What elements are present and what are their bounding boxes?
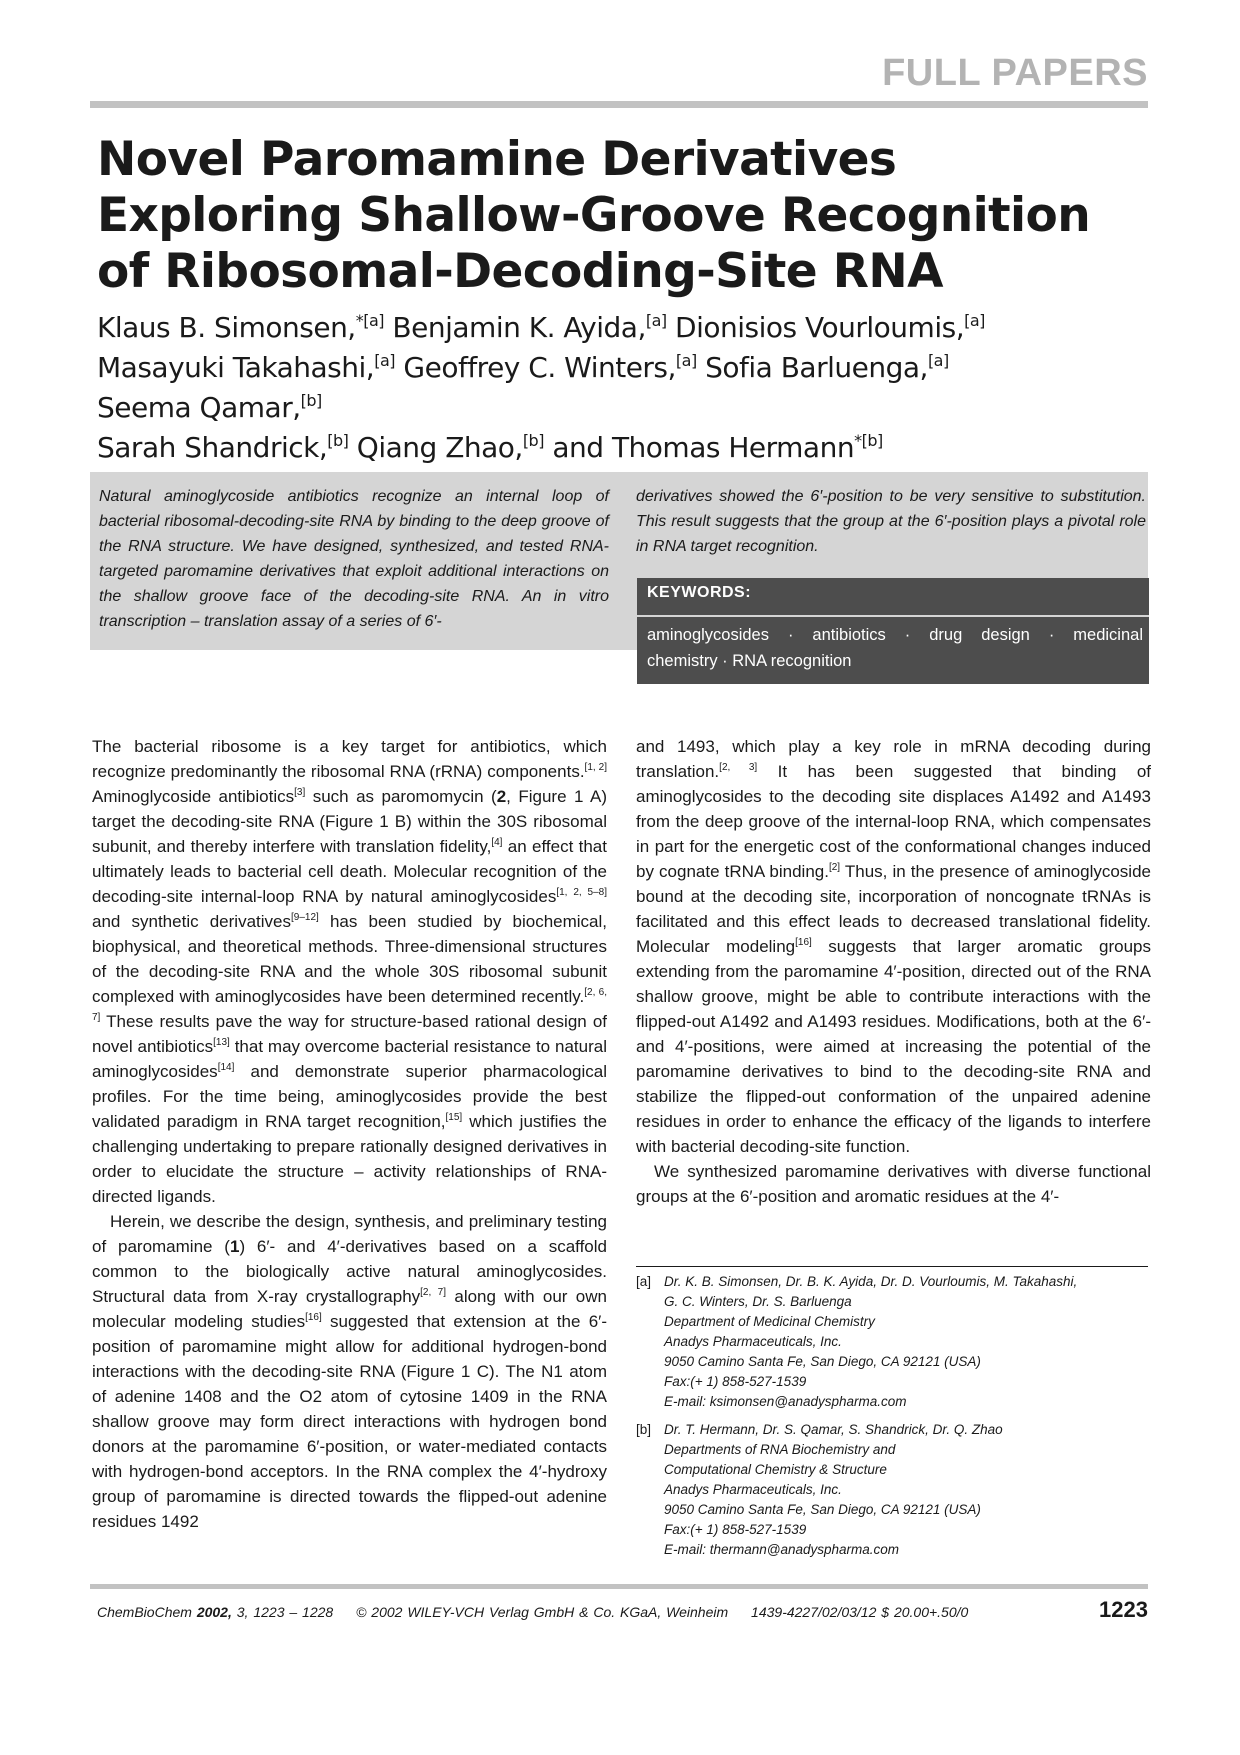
- affiliation-rule: [636, 1266, 1148, 1267]
- keywords-box: [637, 578, 1149, 684]
- keywords-line: aminoglycosides · antibiotics · drug design · medicinal: [647, 626, 1143, 644]
- affiliation-line: Anadys Pharmaceuticals, Inc.: [664, 1482, 842, 1497]
- affiliation-line: Dr. T. Hermann, Dr. S. Qamar, S. Shandrick, Dr. Q. Zhao: [664, 1422, 1003, 1437]
- affiliation-line: Department of Medicinal Chemistry: [664, 1314, 875, 1329]
- footer-citation: [97, 1604, 968, 1620]
- affiliation-email[interactable]: E-mail: ksimonsen@anadyspharma.com: [664, 1394, 907, 1409]
- affiliation-line: Computational Chemistry & Structure: [664, 1462, 887, 1477]
- author: Klaus B. Simonsen,$^{*[a]}$: [97, 311, 385, 344]
- affiliation-line: 9050 Camino Santa Fe, San Diego, CA 92121 (USA): [664, 1354, 981, 1369]
- section-label: FULL PAPERS: [882, 52, 1148, 94]
- author: Benjamin K. Ayida,[a]: [392, 311, 667, 344]
- footer-copyright: © 2002 WILEY-VCH Verlag GmbH & Co. KGaA, Weinheim: [356, 1604, 729, 1620]
- author: Masayuki Takahashi,[a]: [97, 351, 395, 384]
- keywords-divider: [637, 615, 1149, 617]
- affiliation-line: Fax:(+ 1) 858-527-1539: [664, 1374, 807, 1389]
- body-column-right: [636, 734, 1151, 1209]
- affiliation-tag: [a]: [636, 1274, 652, 1289]
- footer-issn: 1439-4227/02/03/12 $ 20.00+.50/0: [751, 1604, 969, 1620]
- body-paragraph: Herein, we describe the design, synthesis, and preliminary testing of paromamine (1) 6′- and 4′-derivatives based on a scaffold common to the biologically active natural aminoglycosides. Structural data from X-ray crystallography[2, 7] along with our own molecular modeling studies[16] suggested that extension at the 6′-position of paromamine might allow for additional hydrogen-bond interactions with the decoding-site RNA (Figure 1 C). The N1 atom of adenine 1408 and the O2 atom of cytosine 1409 in the RNA shallow groove may form direct interactions with hydrogen bond donors at the paromamine 6′-position, or water-mediated contacts with hydrogen-bond acceptors. In the RNA complex the 4′-hydroxy group of paromamine is directed towards the flipped-out adenine residues 1492: [92, 1212, 607, 1531]
- keywords-line: chemistry · RNA recognition: [647, 652, 852, 670]
- footer-journal: ChemBioChem: [97, 1604, 192, 1620]
- author: Sarah Shandrick,[b]: [97, 431, 349, 464]
- body-paragraph: and 1493, which play a key role in mRNA decoding during translation.[2, 3] It has been suggested that binding of aminoglycosides to the decoding site displaces A1492 and A1493 from the deep groove of the internal-loop RNA, which compensates in part for the energetic cost of the conformational changes induced by cognate tRNA binding.[2] Thus, in the presence of aminoglycoside bound at the decoding site, incorporation of noncognate tRNAs is facilitated and this effect leads to decreased translational fidelity. Molecular modeling[16] suggests that larger aromatic groups extending from the paromamine 4′-position, directed out of the RNA shallow groove, might be able to contribute interactions with the flipped-out A1492 and A1493 residues. Modifications, both at the 6′- and 4′-positions, were aimed at increasing the potential of the paromamine derivatives to bind to the decoding-site RNA and stabilize the flipped-out conformation of the unpaired adenine residues in order to enhance the efficacy of the ligands to interfere with bacterial decoding-site function.: [636, 737, 1151, 1156]
- affiliation-b: [636, 1420, 1148, 1560]
- bottom-rule: [90, 1584, 1148, 1589]
- affiliation-a: [636, 1272, 1148, 1412]
- body-paragraph: The bacterial ribosome is a key target for antibiotics, which recognize predominantly the ribosomal RNA (rRNA) components.[1, 2] Aminoglycoside antibiotics[3] such as paromomycin (2, Figure 1 A) target the decoding-site RNA (Figure 1 B) within the 30S ribosomal subunit, and thereby interfere with translation fidelity,[4] an effect that ultimately leads to bacterial cell death. Molecular recognition of the decoding-site internal-loop RNA by natural aminoglycosides[1, 2, 5–8] and synthetic derivatives[9–12] has been studied by biochemical, biophysical, and theoretical methods. Three-dimensional structures of the decoding-site RNA and the whole 30S ribosomal subunit complexed with aminoglycosides have been determined recently.[2, 6, 7] These results pave the way for structure-based rational design of novel antibiotics[13] that may overcome bacterial resistance to natural aminoglycosides[14] and demonstrate superior pharmacological profiles. For the time being, aminoglycosides provide the best validated paradigm in RNA target recognition,[15] which justifies the challenging undertaking to prepare rationally designed derivatives in order to elucidate the structure – activity relationships of RNA-directed ligands.: [92, 737, 608, 1206]
- abstract-left: Natural aminoglycoside antibiotics recognize an internal loop of bacterial ribosomal-decoding-site RNA by binding to the deep groove of the RNA structure. We have designed, synthesized, and tested RNA-targeted paromamine derivatives that exploit additional interactions on the shallow groove face of the decoding-site RNA. An in vitro transcription – translation assay of a series of 6′-: [99, 488, 609, 630]
- affiliation-line: Anadys Pharmaceuticals, Inc.: [664, 1334, 842, 1349]
- affiliation-line: Fax:(+ 1) 858-527-1539: [664, 1522, 807, 1537]
- top-rule: [90, 101, 1148, 108]
- author: and Thomas Hermann$^{*[b]}$: [552, 431, 883, 464]
- abstract-right: derivatives showed the 6′-position to be very sensitive to substitution. This result suggests that the group at the 6′-position plays a pivotal role in RNA target recognition.: [636, 488, 1146, 555]
- affiliation-line: 9050 Camino Santa Fe, San Diego, CA 92121 (USA): [664, 1502, 981, 1517]
- body-column-left: [92, 734, 607, 1534]
- body-paragraph: We synthesized paromamine derivatives with diverse functional groups at the 6′-position and aromatic residues at the 4′-: [636, 1162, 1151, 1206]
- author: Qiang Zhao,[b]: [356, 431, 544, 464]
- footer-year: 2002,: [196, 1604, 232, 1620]
- author: Geoffrey C. Winters,[a]: [403, 351, 697, 384]
- keywords-list: [647, 622, 1143, 674]
- keywords-title: KEYWORDS:: [647, 584, 752, 601]
- affiliation-email[interactable]: E-mail: thermann@anadyspharma.com: [664, 1542, 900, 1557]
- article-title: Novel Paromamine Derivatives Exploring Shallow-Groove Recognition of Ribosomal-Decoding-Site RNA: [97, 132, 1091, 299]
- author: Dionisios Vourloumis,[a]: [675, 311, 985, 344]
- affiliation-line: Dr. K. B. Simonsen, Dr. B. K. Ayida, Dr. D. Vourloumis, M. Takahashi,: [664, 1274, 1078, 1289]
- author: Sofia Barluenga,[a]: [705, 351, 949, 384]
- author-list: [97, 308, 1157, 468]
- affiliation-tag: [b]: [636, 1422, 652, 1437]
- footer-volume: 3, 1223 – 1228: [236, 1604, 334, 1620]
- affiliation-line: Departments of RNA Biochemistry and: [664, 1442, 896, 1457]
- page-number: 1223: [1099, 1597, 1148, 1622]
- affiliation-line: G. C. Winters, Dr. S. Barluenga: [664, 1294, 852, 1309]
- author: Seema Qamar,[b]: [97, 391, 322, 424]
